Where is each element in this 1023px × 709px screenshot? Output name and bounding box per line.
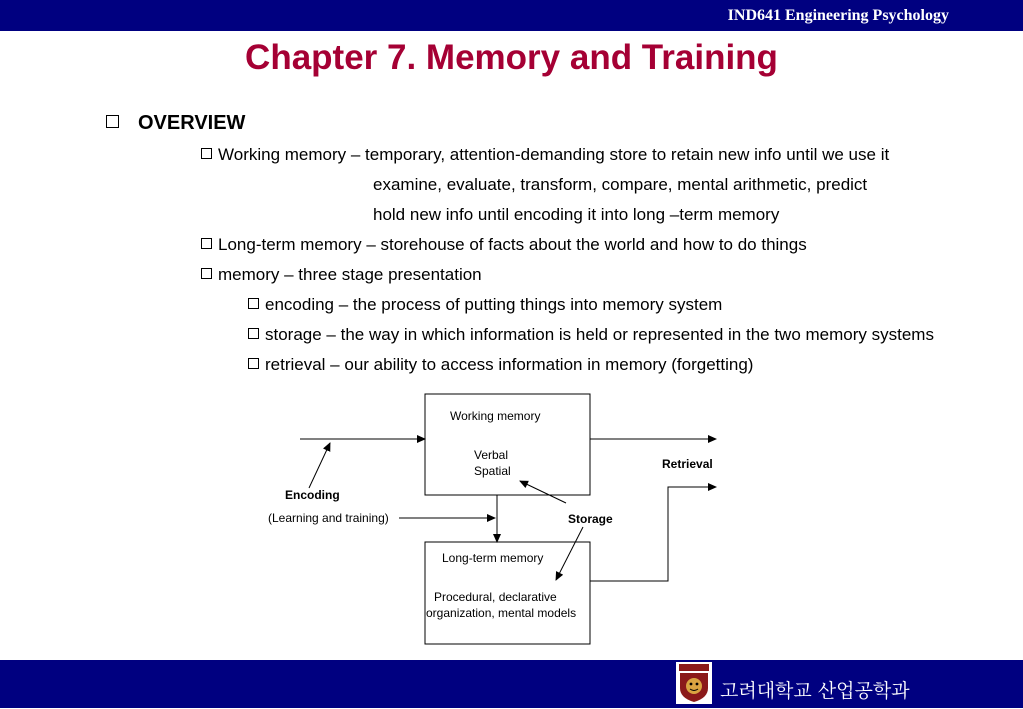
retrieval-label: Retrieval bbox=[662, 457, 713, 471]
long-term-memory-line2: organization, mental models bbox=[426, 606, 577, 620]
bullet-text: storage – the way in which information is held or represented in the two memory systems bbox=[265, 325, 934, 344]
learning-label: (Learning and training) bbox=[268, 511, 389, 525]
storage-label: Storage bbox=[568, 512, 613, 526]
sub-line-hold: hold new info until encoding it into long –term memory bbox=[373, 205, 780, 224]
long-term-memory-line1: Procedural, declarative bbox=[434, 590, 557, 604]
bullet-text: Long-term memory – storehouse of facts about the world and how to do things bbox=[218, 235, 807, 254]
working-memory-verbal: Verbal bbox=[474, 448, 509, 462]
working-memory-title: Working memory bbox=[450, 409, 541, 423]
bullet-text: memory – three stage presentation bbox=[218, 265, 482, 284]
long-term-memory-title: Long-term memory bbox=[442, 551, 544, 565]
working-memory-spatial: Spatial bbox=[474, 464, 511, 478]
university-name: 고려대학교 산업공학과 bbox=[720, 680, 910, 702]
encoding-pointer bbox=[309, 443, 330, 488]
course-title: IND641 Engineering Psychology bbox=[727, 7, 949, 24]
retrieval-path bbox=[590, 487, 716, 581]
bullet-text: retrieval – our ability to access information in memory (forgetting) bbox=[265, 355, 754, 374]
sub-line-examine: examine, evaluate, transform, compare, mental arithmetic, predict bbox=[373, 175, 868, 194]
encoding-label: Encoding bbox=[285, 488, 340, 502]
tiger-crest-icon bbox=[676, 662, 712, 704]
bullet-text: encoding – the process of putting things into memory system bbox=[265, 295, 723, 314]
overview-label: OVERVIEW bbox=[138, 112, 246, 134]
slide-title: Chapter 7. Memory and Training bbox=[245, 38, 778, 77]
bullet-text: Working memory – temporary, attention-demanding store to retain new info until we use it bbox=[218, 145, 890, 164]
